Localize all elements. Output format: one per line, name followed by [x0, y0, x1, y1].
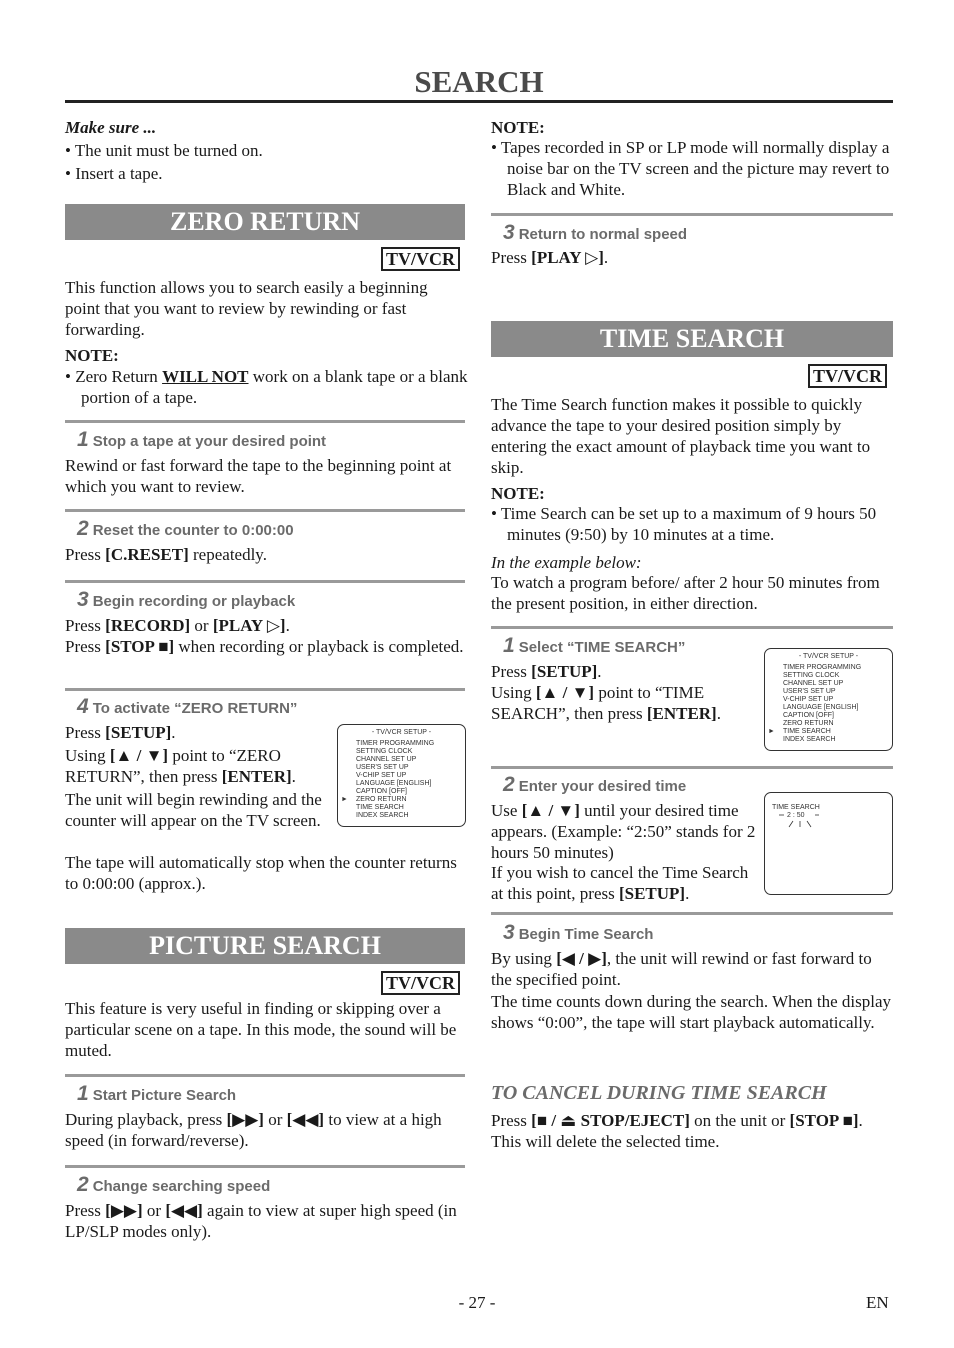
time-search-note-label: NOTE: [491, 484, 545, 503]
right-note-text: • Tapes recorded in SP or LP mode will normally display a noise bar on the TV screen and the picture may revert to Black and White. [491, 138, 890, 199]
ts-step-2-text: Use [▲ / ▼] until your desired time appears. (Example: “2:50” stands for 2 hours 50 minutes) [491, 801, 756, 862]
make-sure-item-1: • The unit must be turned on. [65, 141, 263, 160]
zero-return-intro: This function allows you to search easily a beginning point that you want to review by rewinding or fast forwarding. [65, 278, 428, 339]
picture-search-heading: PICTURE SEARCH [65, 928, 465, 964]
page-title: SEARCH [414, 64, 544, 99]
zr-step-4-line-1: Press [SETUP]. [65, 723, 176, 742]
picture-search-tvvcr-badge: TV/VCR [381, 971, 460, 995]
make-sure-item-2: • Insert a tape. [65, 164, 163, 183]
step-rule [491, 912, 893, 915]
menu-pointer-icon: ► [768, 728, 775, 735]
step-rule [65, 688, 465, 691]
ps-step-2-heading: 2 Change searching speed [77, 1173, 271, 1196]
ts-step-2-heading: 2 Enter your desired time [503, 773, 687, 796]
step-rule [491, 766, 893, 769]
zero-return-tvvcr-badge: TV/VCR [381, 247, 460, 271]
cancel-heading: TO CANCEL DURING TIME SEARCH [491, 1082, 827, 1104]
zero-return-heading: ZERO RETURN [65, 204, 465, 240]
step-rule [65, 1074, 465, 1077]
zr-step-2-text: Press [C.RESET] repeatedly. [65, 545, 267, 564]
right-note-label: NOTE: [491, 118, 545, 137]
step-rule [65, 1165, 465, 1168]
zr-step-1-heading: 1 Stop a tape at your desired point [77, 428, 327, 451]
ps-step-2-text: Press [▶▶] or [◀◀] again to view at super high speed (in LP/SLP modes only). [65, 1201, 457, 1241]
normal-speed-text: Press [PLAY ▷]. [491, 248, 609, 267]
osd-setup-menu-time-search: - TV/VCR SETUP - TIMER PROGRAMMING SETTING CLOCK CHANNEL SET UP USER'S SET UP V-CHIP SET UP LANGUAGE [ENGLISH] CAPTION [OFF] ZERO RETURN ► TIME SEARCH INDEX SEARCH [764, 648, 893, 751]
zr-step-2-heading: 2 Reset the counter to 0:00:00 [77, 517, 294, 540]
step-rule [65, 509, 465, 512]
time-search-heading: TIME SEARCH [491, 321, 893, 357]
page-number: - 27 - [458, 1293, 496, 1312]
ts-step-3-heading: 3 Begin Time Search [503, 921, 654, 944]
ps-step-1-heading: 1 Start Picture Search [77, 1082, 237, 1105]
ts-step-3-countdown: The time counts down during the search. When the display shows “0:00”, the tape will start playback automatically. [491, 992, 892, 1032]
make-sure-label: Make sure ... [65, 118, 157, 137]
zr-step-4-line-2: Using [▲ / ▼] point to “ZERO RETURN”, then press [ENTER]. [65, 746, 296, 786]
language-code: EN [866, 1293, 889, 1312]
osd-setup-menu-zero-return: - TV/VCR SETUP - TIMER PROGRAMMING SETTING CLOCK CHANNEL SET UP USER'S SET UP V-CHIP SET UP LANGUAGE [ENGLISH] CAPTION [OFF] ► ZERO RETURN TIME SEARCH INDEX SEARCH [337, 724, 466, 827]
zr-step-3-heading: 3 Begin recording or playback [77, 588, 296, 611]
ts-step-1-line-1: Press [SETUP]. [491, 662, 602, 681]
blinking-indicator-icon [779, 811, 819, 831]
zr-step-4-line-4: The tape will automatically stop when the counter returns to 0:00:00 (approx.). [65, 853, 457, 893]
step-rule [65, 580, 465, 583]
ts-step-1-line-2: Using [▲ / ▼] point to “TIME SEARCH”, then press [ENTER]. [491, 683, 721, 723]
zero-return-note: • Zero Return WILL NOT work on a blank tape or a blank portion of a tape. [65, 367, 468, 407]
zero-return-note-label: NOTE: [65, 346, 119, 365]
step-rule [65, 420, 465, 423]
zr-step-3-text: Press [RECORD] or [PLAY ▷]. Press [STOP ■] when recording or playback is completed. [65, 616, 464, 656]
osd-time-search-display: TIME SEARCH 2 : 50 [764, 792, 893, 895]
ts-step-2-cancel-text: If you wish to cancel the Time Search at this point, press [SETUP]. [491, 863, 749, 903]
step-rule [491, 213, 893, 216]
step-rule [491, 626, 893, 629]
time-search-example-label: In the example below: [491, 553, 642, 572]
normal-speed-heading: 3 Return to normal speed [503, 221, 688, 244]
zr-step-1-text: Rewind or fast forward the tape to the beginning point at which you want to review. [65, 456, 452, 496]
ps-step-1-text: During playback, press [▶▶] or [◀◀] to view at a high speed (in forward/reverse). [65, 1110, 442, 1150]
cancel-text: Press [■ / ⏏ STOP/EJECT] on the unit or [STOP ■]. This will delete the selected time. [491, 1111, 863, 1151]
time-search-example-text: To watch a program before/ after 2 hour 50 minutes from the present position, in either direction. [491, 573, 880, 613]
title-rule [65, 100, 893, 103]
menu-pointer-icon: ► [341, 796, 348, 803]
zr-step-4-line-3: The unit will begin rewinding and the counter will appear on the TV screen. [65, 790, 322, 830]
zr-step-4-heading: 4 To activate “ZERO RETURN” [77, 695, 298, 718]
ts-step-1-heading: 1 Select “TIME SEARCH” [503, 634, 686, 657]
time-search-intro: The Time Search function makes it possible to quickly advance the tape to your desired position simply by entering the exact amount of playback time you want to skip. [491, 395, 871, 477]
ts-step-3-text: By using [◀ / ▶], the unit will rewind or fast forward to the specified point. [491, 949, 872, 989]
time-search-tvvcr-badge: TV/VCR [808, 364, 887, 388]
time-search-note: • Time Search can be set up to a maximum of 9 hours 50 minutes (9:50) by 10 minutes at a time. [491, 504, 877, 544]
picture-search-intro: This feature is very useful in finding or skipping over a particular scene on a tape. In this mode, the sound will be muted. [65, 999, 457, 1060]
